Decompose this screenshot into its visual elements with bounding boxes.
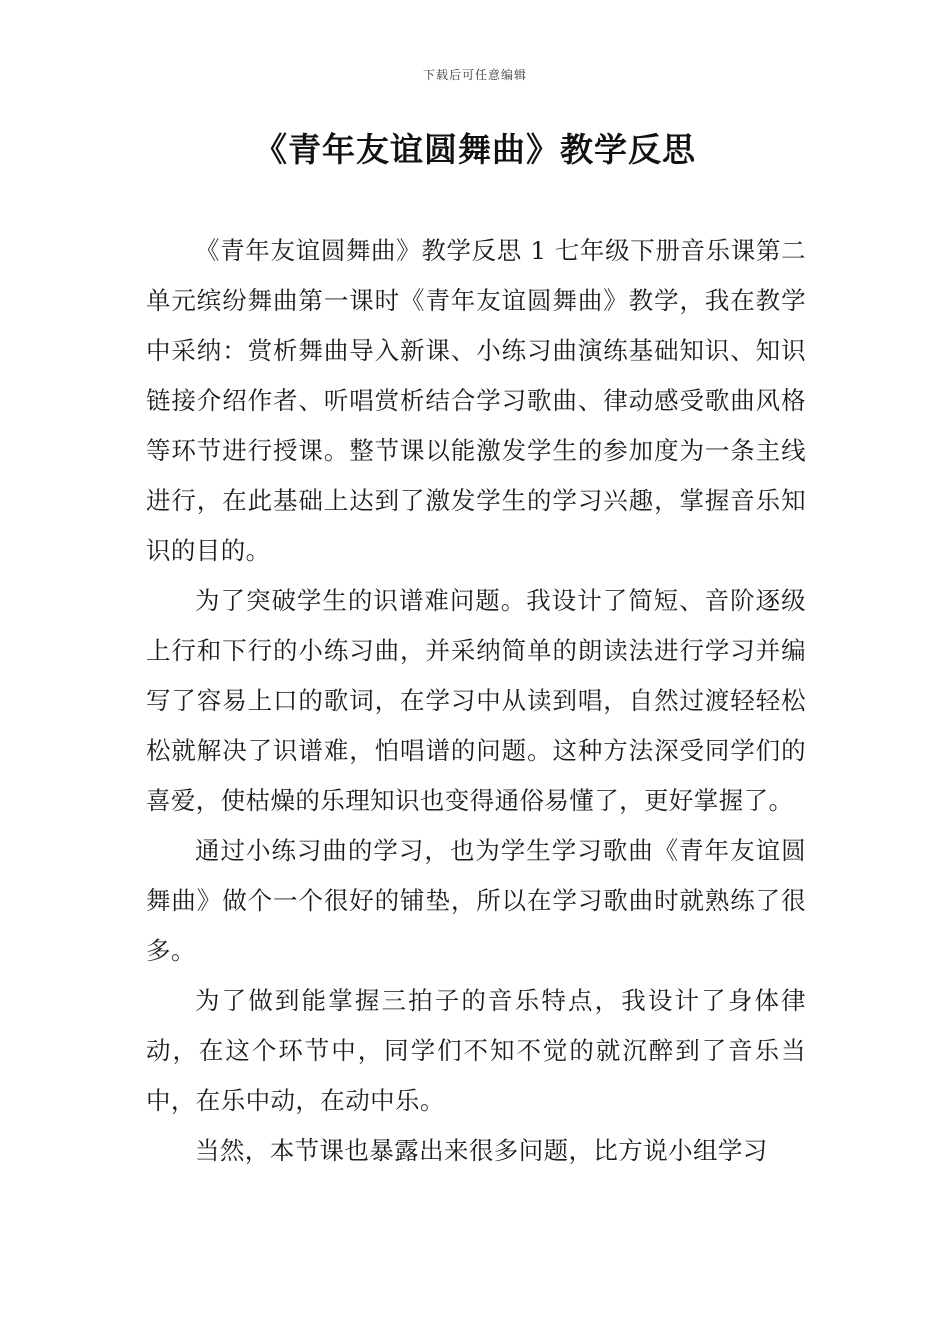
- header-note: 下载后可任意编辑: [422, 68, 527, 82]
- paragraph-1: 《青年友谊圆舞曲》教学反思 1 七年级下册音乐课第二单元缤纷舞曲第一课时《青年友谊圆舞曲》教学，我在教学中采纳：赏析舞曲导入新课、小练习曲演练基础知识、知识链接介绍作者、听唱赏析结合学习歌曲、律动感受歌曲风格等环节进行授课。整节课以能激发学生的参加度为一条主线进行，在此基础上达到了激发学生的学习兴趣，掌握音乐知识的目的。: [146, 236, 806, 565]
- paragraph-3: 通过小练习曲的学习，也为学生学习歌曲《青年友谊圆舞曲》做个一个很好的铺垫，所以在学习歌曲时就熟练了很多。: [146, 836, 806, 965]
- page-title: 《青年友谊圆舞曲》教学反思: [254, 130, 696, 169]
- paragraph-4: 为了做到能掌握三拍子的音乐特点，我设计了身体律动，在这个环节中，同学们不知不觉的就沉醉到了音乐当中，在乐中动，在动中乐。: [146, 986, 806, 1115]
- paragraph-5: 当然，本节课也暴露出来很多问题，比方说小组学习: [195, 1136, 768, 1165]
- document-body: [146, 226, 806, 1176]
- paragraph-2: 为了突破学生的识谱难问题。我设计了简短、音阶逐级上行和下行的小练习曲，并采纳简单的朗读法进行学习并编写了容易上口的歌词，在学习中从读到唱，自然过渡轻轻松松就解决了识谱难，怕唱谱的问题。这种方法深受同学们的喜爱，使枯燥的乐理知识也变得通俗易懂了，更好掌握了。: [146, 586, 806, 815]
